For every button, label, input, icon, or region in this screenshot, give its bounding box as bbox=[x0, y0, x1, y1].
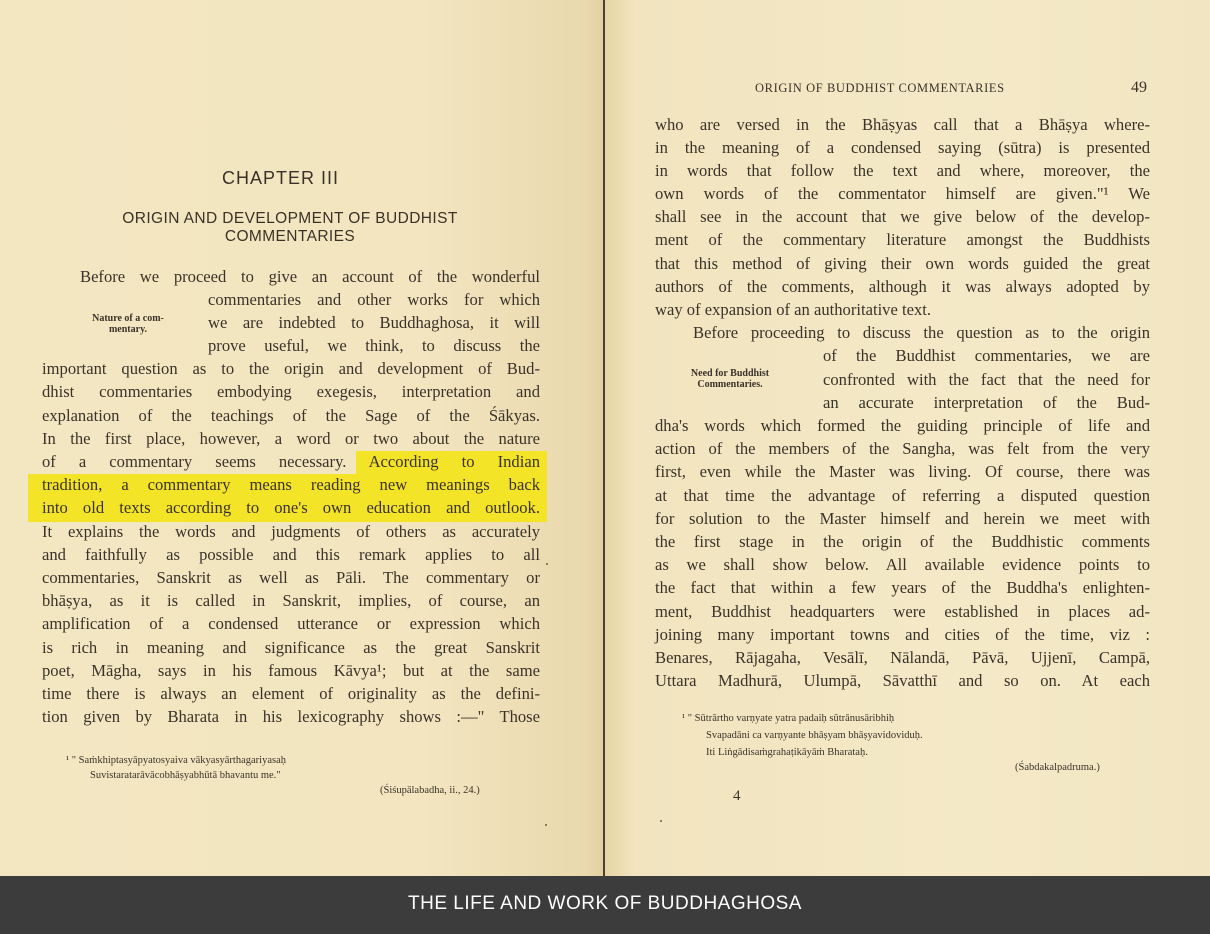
text-line: is rich in meaning and significance as the great Sanskrit bbox=[42, 638, 540, 657]
footnote-line: ¹ " Sūtrārtho varṇyate yatra padaiḥ sūtrānusāribhiḥ bbox=[682, 713, 895, 724]
caption-title: THE LIFE AND WORK OF BUDDHAGHOSA bbox=[408, 893, 802, 914]
margin-note bbox=[58, 313, 198, 335]
text-line: in words that follow the text and where, moreover, the bbox=[655, 161, 1150, 180]
text-line: the fact that within a few years of the Buddha's enlighten- bbox=[655, 578, 1150, 597]
margin-note-line: mentary. bbox=[108, 324, 148, 335]
chapter-title-line: COMMENTARIES bbox=[224, 228, 356, 245]
text-line: in the meaning of a condensed saying (sūtra) is presented bbox=[655, 138, 1150, 157]
text-line: dhist commentaries embodying exegesis, interpretation and bbox=[42, 382, 540, 401]
text-line: ment, Buddhist headquarters were established in places ad- bbox=[655, 602, 1150, 621]
page-speck bbox=[660, 820, 662, 822]
text-line: commentaries and other works for which bbox=[208, 290, 540, 309]
text-line: own words of the commentator himself are given."¹ We bbox=[655, 184, 1150, 203]
text-line: tion given by Bharata in his lexicography shows :—" Those bbox=[42, 707, 540, 726]
signature-mark: 4 bbox=[733, 788, 741, 804]
text-line: for solution to the Master himself and herein we meet with bbox=[655, 509, 1150, 528]
caption-bar bbox=[0, 876, 1210, 934]
footnote-line: Iti Liṅgādisaṁgrahaṭikāyāṁ Bharataḥ. bbox=[706, 747, 868, 758]
text-line: joining many important towns and cities of the time, viz : bbox=[655, 625, 1150, 644]
text-line: bhāṣya, as it is called in Sanskrit, implies, of course, an bbox=[42, 591, 540, 610]
footnote-line: Svapadāni ca varṇyante bhāṣyam bhāṣyavidoviduḥ. bbox=[706, 730, 923, 741]
text-line: Before proceeding to discuss the question as to the origin bbox=[693, 323, 1150, 342]
text-line: Benares, Rājagaha, Vesālī, Nālandā, Pāvā, Ujjenī, Campā, bbox=[655, 648, 1150, 667]
chapter-number: CHAPTER III bbox=[222, 168, 340, 188]
text-line: explanation of the teachings of the Sage of the Śākyas. bbox=[42, 406, 540, 425]
footnote-line: ¹ " Saṁkhiptasyāpyatosyaiva vākyasyārthagariyasaḥ bbox=[66, 755, 286, 766]
margin-note-line: Commentaries. bbox=[697, 379, 763, 390]
running-head: ORIGIN OF BUDDHIST COMMENTARIES bbox=[755, 81, 1005, 95]
text-line: of a commentary seems necessary. According to Indian bbox=[42, 452, 540, 471]
chapter-title bbox=[90, 210, 490, 246]
text-line: It explains the words and judgments of others as accurately bbox=[42, 522, 540, 541]
footnote-source: (Śabdakalpadruma.) bbox=[1015, 762, 1100, 773]
text-line: who are versed in the Bhāṣyas call that a Bhāṣya where- bbox=[655, 115, 1150, 134]
text-line: into old texts according to one's own education and outlook. bbox=[42, 498, 540, 517]
text-line: as we shall show below. All available evidence points to bbox=[655, 555, 1150, 574]
text-line: shall see in the account that we give below of the develop- bbox=[655, 207, 1150, 226]
text-line: important question as to the origin and development of Bud- bbox=[42, 359, 540, 378]
text-line: an accurate interpretation of the Bud- bbox=[823, 393, 1150, 412]
text-line: at that time the advantage of referring a disputed question bbox=[655, 486, 1150, 505]
text-line: confronted with the fact that the need for bbox=[823, 370, 1150, 389]
text-line: Before we proceed to give an account of the wonderful bbox=[80, 267, 540, 286]
text-line: and faithfully as possible and this remark applies to all bbox=[42, 545, 540, 564]
text-line: Uttara Madhurā, Ulumpā, Sāvatthī and so on. At each bbox=[655, 671, 1150, 690]
text-line: tradition, a commentary means reading new meanings back bbox=[42, 475, 540, 494]
text-line: first, even while the Master was living. Of course, there was bbox=[655, 462, 1150, 481]
text-line: time there is always an element of originality as the defini- bbox=[42, 684, 540, 703]
text-line: In the first place, however, a word or two about the nature bbox=[42, 429, 540, 448]
text-line: ment of the commentary literature amongst the Buddhists bbox=[655, 230, 1150, 249]
margin-note-line: Need for Buddhist bbox=[690, 368, 770, 379]
chapter-title-line: ORIGIN AND DEVELOPMENT OF BUDDHIST bbox=[122, 210, 458, 227]
text-line: we are indebted to Buddhaghosa, it will bbox=[208, 313, 540, 332]
page-number: 49 bbox=[1131, 79, 1147, 96]
margin-note bbox=[660, 368, 800, 390]
text-line: authors of the comments, although it was always adopted by bbox=[655, 277, 1150, 296]
left-page bbox=[0, 0, 604, 876]
text-line: amplification of a condensed utterance or expression which bbox=[42, 614, 540, 633]
footnote-line: Suvistaratarāvācobhāṣyabhūtā bhavantu me." bbox=[90, 770, 281, 781]
page-speck bbox=[545, 824, 547, 826]
text-line: dha's words which formed the guiding principle of life and bbox=[655, 416, 1150, 435]
text-line: poet, Māgha, says in his famous Kāvya¹; but at the same bbox=[42, 661, 540, 680]
margin-note-line: Nature of a com- bbox=[92, 313, 164, 324]
text-line: commentaries, Sanskrit as well as Pāli. The commentary or bbox=[42, 568, 540, 587]
footnote-source: (Śiśupālabadha, ii., 24.) bbox=[380, 785, 480, 796]
text-line: that this method of giving their own words guided the great bbox=[655, 254, 1150, 273]
text-line: of the Buddhist commentaries, we are bbox=[823, 346, 1150, 365]
text-line: the first stage in the origin of the Buddhistic comments bbox=[655, 532, 1150, 551]
text-line: action of the members of the Sangha, was felt from the very bbox=[655, 439, 1150, 458]
text-line: prove useful, we think, to discuss the bbox=[208, 336, 540, 355]
page-speck bbox=[546, 563, 548, 565]
text-line: way of expansion of an authoritative text. bbox=[655, 300, 932, 319]
